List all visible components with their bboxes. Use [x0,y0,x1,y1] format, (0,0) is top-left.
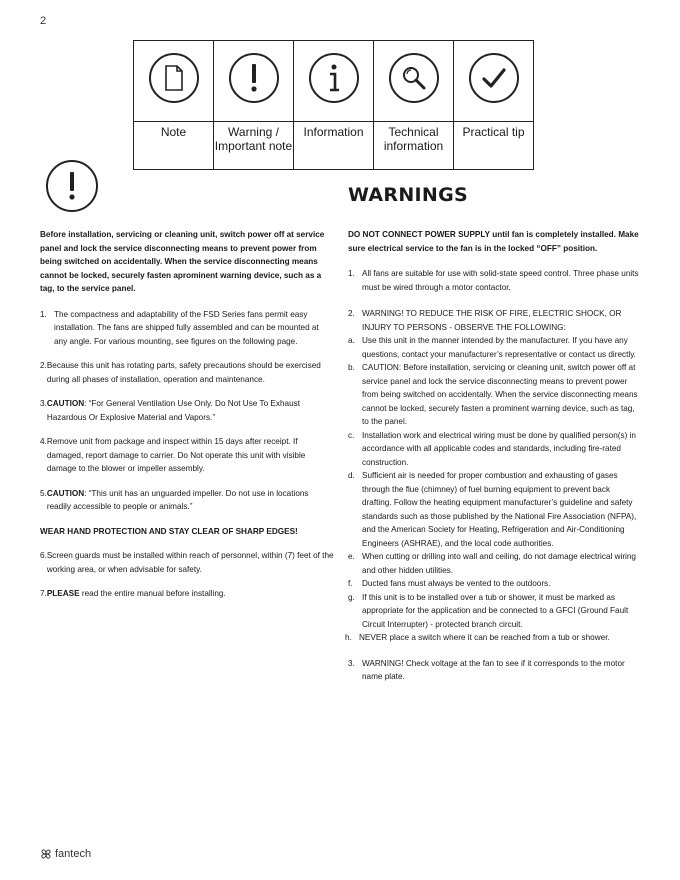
sub-list-item [348,591,640,632]
legend-cell-information [294,41,374,122]
item-number: 3. [40,399,47,408]
sub-list-item [348,334,640,361]
sub-list-item [348,577,640,591]
sub-text: Ducted fans must always be vented to the outdoors. [362,579,551,588]
right-column [345,228,640,684]
list-item [40,487,334,514]
icon-legend-table [133,40,534,170]
sub-text: If this unit is to be installed over a tub or shower, it must be marked as appropriate for the application and be connected to a GFCI (Ground Fault Circuit Interrupter) - protected branch circuit. [362,592,629,629]
page-number: 2 [40,15,47,27]
caution-text: : “This unit has an unguarded impeller. Do not use in locations readily accessible to people or animals.” [46,488,309,511]
item-text: The compactness and adaptability of the FSD Series fans permit easy installation. The fans are shipped fully assembled and can be mounted at any angle. For various mounting, see figures on the following page. [54,309,319,346]
list-item [40,397,334,424]
technical-info-icon [389,53,439,103]
caution-label: CAUTION [46,488,85,498]
sub-letter: d. [348,471,355,480]
legend-label-warning: Warning / Important note [214,122,294,170]
hand-protection-warning: WEAR HAND PROTECTION AND STAY CLEAR OF SHARP EDGES! [40,526,298,536]
list-item [40,308,334,349]
fantech-logo-icon [40,848,52,860]
information-icon [309,53,359,103]
list-item [348,267,640,294]
legend-cell-tip [454,41,534,122]
list-item [348,657,640,684]
brand-name: fantech [55,848,92,860]
item-text: WARNING! TO REDUCE THE RISK OF FIRE, ELECTRIC SHOCK, OR INJURY TO PERSONS - OBSERVE THE FOLLOWING: [362,309,622,332]
footer-logo [40,848,91,860]
section-heading: WARNINGS [348,184,468,206]
item-text [47,397,334,424]
sub-letter: f. [348,579,353,588]
sub-letter: a. [348,336,355,345]
item-number: 2. [40,361,47,370]
sub-text: Use this unit in the manner intended by the manufacturer. If you have any questions, contact your manufacturer’s representative or contact us directly. [362,336,636,359]
sub-letter: e. [348,552,355,561]
item-text: Screen guards must be installed within reach of personnel, within (7) feet of the working area, or when advisable for safety. [46,551,334,574]
sub-list-item [345,631,640,645]
sub-list-item [348,550,640,577]
caution-text: : “For General Ventilation Use Only. Do Not Use To Exhaust Hazardous Or Explosive Material and Vapors.” [46,399,300,422]
sub-text: CAUTION: Before installation, servicing or cleaning unit, switch power off at service panel and lock the service disconnecting means to prevent power from being switched on accidentally. When the service disconnecting means cannot be locked, securely fasten a prominent warning device, such as tag, to the panel. [362,363,638,426]
sub-list-item [348,429,640,470]
item-text: Remove unit from package and inspect within 15 days after receipt. If damaged, report damage to carrier. Do Not operate this unit with visible damage to the blower or impeller assembly. [46,437,306,473]
item-number: 2. [348,309,355,318]
legend-label-tip: Practical tip [454,122,534,170]
sub-text: NEVER place a switch where it can be reached from a tub or shower. [359,633,610,642]
left-intro: Before installation, servicing or cleaning unit, switch power off at service panel and lock the service disconnecting means to prevent power from being switched on accidentally. When the service disconnecting means cannot be locked, securely fasten aprominent warning device, such as a tag, to the service panel. [40,230,325,293]
legend-cell-technical [374,41,454,122]
list-item [40,359,334,386]
sub-text: Installation work and electrical wiring must be done by qualified person(s) in accordance with all applicable codes and standards, including fire-rated construction. [362,430,636,467]
left-column [40,228,334,601]
item-number: 1. [348,269,355,278]
item-text: All fans are suitable for use with solid-state speed control. Three phase units must be wired through a motor contactor. [362,269,639,292]
item-number: 7. [40,589,47,598]
item-text: WARNING! Check voltage at the fan to see if it corresponds to the motor name plate. [362,658,625,681]
legend-cell-warning [214,41,294,122]
legend-cell-note [134,41,214,122]
list-item [40,435,334,476]
list-item [40,549,334,576]
item-number: 6. [40,551,47,560]
please-text: read the entire manual before installing. [79,589,226,598]
please-label: PLEASE [46,589,80,598]
item-number: 4. [40,437,47,446]
legend-label-technical: Technical information [374,122,454,170]
item-text: Because this unit has rotating parts, safety precautions should be exercised during all phases of installation, operation and maintenance. [46,361,321,384]
note-icon [149,53,199,103]
legend-label-note: Note [134,122,214,170]
sub-text: When cutting or drilling into wall and ceiling, do not damage electrical wiring and other hidden utilities. [362,552,636,575]
right-intro: DO NOT CONNECT POWER SUPPLY until fan is completely installed. Make sure electrical service to the fan is in the locked “OFF” position. [348,230,639,253]
item-number: 5. [40,488,47,498]
legend-label-information: Information [294,122,374,170]
sub-letter: g. [348,592,355,602]
warning-icon [229,53,279,103]
sub-list-item [348,469,640,550]
sub-letter: b. [348,363,355,372]
practical-tip-icon [469,53,519,103]
sub-letter: c. [348,430,355,440]
item-number: 1. [40,309,47,319]
sub-letter: h. [345,633,352,642]
sub-text: Sufficient air is needed for proper combustion and exhausting of gases through the flue (chimney) of fuel burning equipment to prevent back drafting. Follow the heating equipment manufacturer’s guideline and safety standards such as those published by the National Fire Association (NFPA), and the American Society for Heating, Refrigeration and Air-Conditioning Engineers (ASHRAE), and the local code authorities. [362,471,637,548]
list-item [40,587,334,601]
sub-list [345,334,640,645]
item-text [47,587,226,601]
sub-list-item [348,361,640,429]
warning-icon [46,160,98,212]
item-text [47,487,334,514]
caution-label: CAUTION [46,399,85,408]
list-item [348,307,640,334]
item-number: 3. [348,658,355,668]
